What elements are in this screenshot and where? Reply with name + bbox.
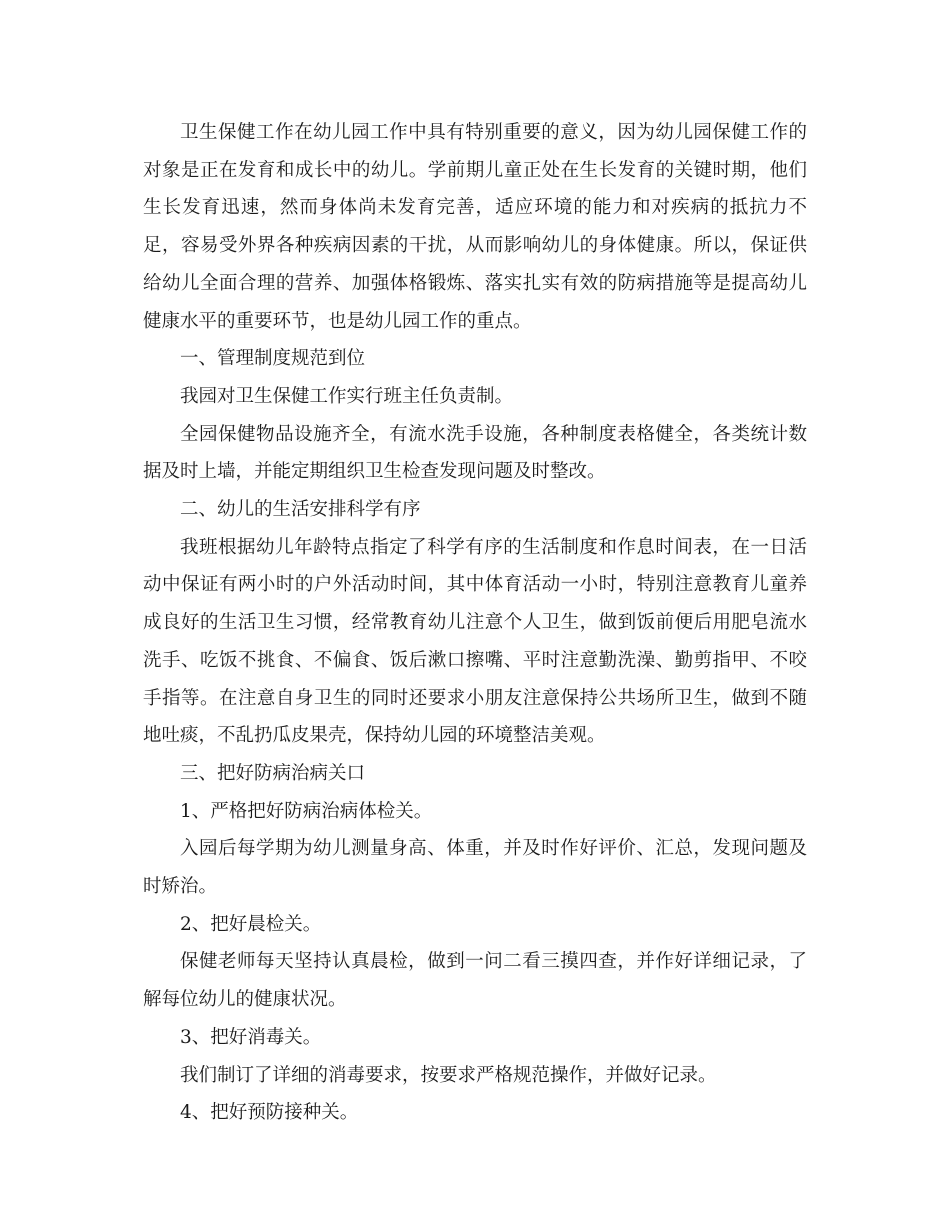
- section-heading-management: 一、管理制度规范到位: [180, 348, 366, 370]
- body-paragraph: 入园后每学期为幼儿测量身高、体重，并及时作好评价、汇总，发现问题及时矫治。: [143, 838, 807, 898]
- subheading-disinfection: 3、把好消毒关。: [180, 1026, 322, 1048]
- subheading-vaccination: 4、把好预防接种关。: [180, 1102, 359, 1124]
- section-heading-disease-prevention: 三、把好防病治病关口: [180, 762, 366, 784]
- intro-paragraph: 卫生保健工作在幼儿园工作中具有特别重要的意义，因为幼儿园保健工作的对象是正在发育和成长中的幼儿。学前期儿童正处在生长发育的关键时期，他们生长发育迅速，然而身体尚未发育完善，适应环境的能力和对疾病的抵抗力不足，容易受外界各种疾病因素的干扰，从而影响幼儿的身体健康。所以，保证供给幼儿全面合理的营养、加强体格锻炼、落实扎实有效的防病措施等是提高幼儿健康水平的重要环节，也是幼儿园工作的重点。: [143, 122, 807, 332]
- body-paragraph: 保健老师每天坚持认真晨检，做到一问二看三摸四查，并作好详细记录，了解每位幼儿的健康状况。: [143, 951, 807, 1011]
- body-paragraph: 全园保健物品设施齐全，有流水洗手设施，各种制度表格健全，各类统计数据及时上墙，并能定期组织卫生检查发现问题及时整改。: [143, 423, 807, 483]
- body-paragraph: 我们制订了详细的消毒要求，按要求严格规范操作，并做好记录。: [180, 1064, 717, 1086]
- body-paragraph: 我园对卫生保健工作实行班主任负责制。: [180, 385, 514, 407]
- document-body: [143, 114, 807, 1132]
- subheading-morning-check: 2、把好晨检关。: [180, 913, 322, 935]
- body-paragraph: 我班根据幼儿年龄特点指定了科学有序的生活制度和作息时间表，在一日活动中保证有两小时的户外活动时间，其中体育活动一小时，特别注意教育儿童养成良好的生活卫生习惯，经常教育幼儿注意个人卫生，做到饭前便后用肥皂流水洗手、吃饭不挑食、不偏食、饭后漱口擦嘴、平时注意勤洗澡、勤剪指甲、不咬手指等。在注意自身卫生的同时还要求小朋友注意保持公共场所卫生，做到不随地吐痰，不乱扔瓜皮果壳，保持幼儿园的环境整洁美观。: [143, 536, 807, 747]
- subheading-physical-exam: 1、严格把好防病治病体检关。: [180, 800, 433, 822]
- section-heading-daily-life: 二、幼儿的生活安排科学有序: [180, 499, 421, 521]
